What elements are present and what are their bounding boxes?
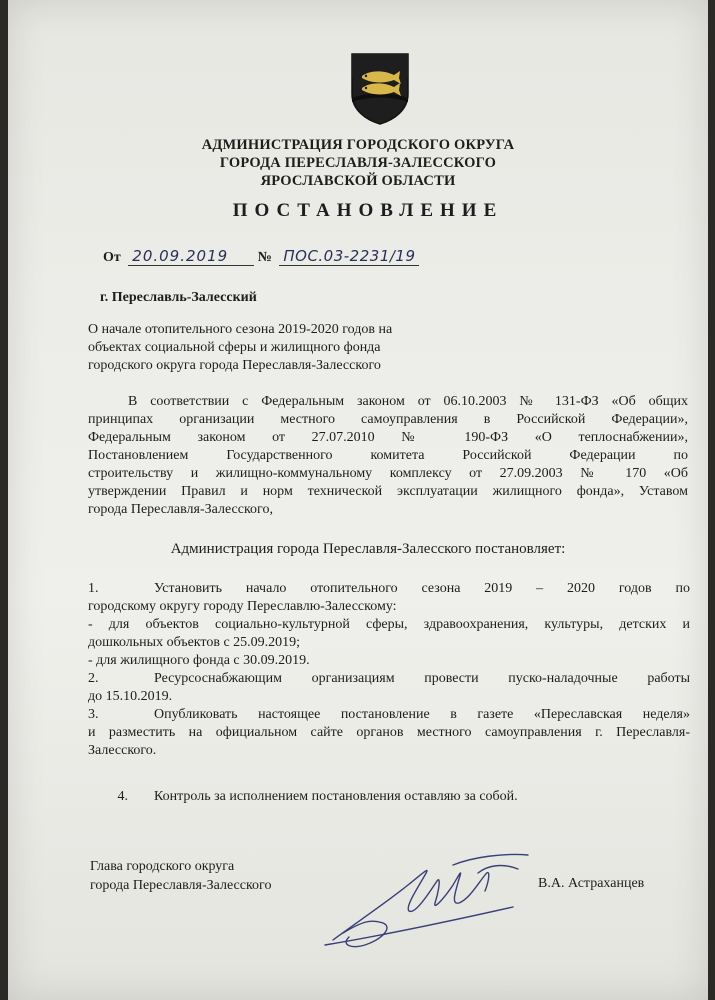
item-1-line: дошкольных объектов с 25.09.2019; [88,635,301,650]
item-4-line [88,789,518,805]
from-label: От [103,250,121,265]
preamble-line: Федеральным законом от 27.07.2010 № 190-ФЗ «О теплоснабжении», [88,430,688,445]
position-line: города Переславля-Залесского [90,878,272,893]
header-line: ЯРОСЛАВСКОЙ ОБЛАСТИ [260,173,456,189]
item-text: Ресурсоснабжающим организациям провести пуско-наладочные работы [154,671,690,686]
resolves-heading: Администрация города Переславля-Залесского постановляет: [170,541,566,557]
item-text: Контроль за исполнением постановления оставляю за собой. [154,789,518,804]
item-1-line [88,580,690,598]
preamble-line: строительству и жилищно-коммунальному комплексу от 27.09.2003 № 170 «Об [88,466,688,481]
item-3-line: и разместить на официальном сайте органов местного самоуправления г. Переславля- [88,725,690,740]
item-number: 3. [88,707,99,722]
item-number: 4. [117,789,128,804]
preamble-line: принципах организации местного самоуправления в Российской Федерации», [88,412,688,427]
document-page [8,0,708,1000]
item-3-line: Залесского. [88,743,157,758]
position-line: Глава городского округа [90,859,235,874]
item-text: Опубликовать настоящее постановление в газете «Переславская неделя» [154,707,690,722]
header-line: ГОРОДА ПЕРЕСЛАВЛЯ-ЗАЛЕССКОГО [219,155,497,171]
preamble-line: В соответствии с Федеральным законом от 06.10.2003 № 131-ФЗ «Об общих [128,394,688,409]
item-number: 1. [88,581,99,596]
handwritten-number: ПОС.03-2231/19 [279,248,419,266]
document-title: ПОСТАНОВЛЕНИЕ [232,200,504,221]
preamble-line: Постановлением Государственного комитета Российской Федерации по [88,448,688,463]
signatory-name: В.А. Астраханцев [538,876,645,891]
handwritten-signature-icon [313,845,543,955]
signatory-position [90,857,271,895]
subject-block [88,321,392,375]
item-1-line: городскому округу городу Переславлю-Залесскому: [88,599,397,614]
subject-line: объектах социальной сферы и жилищного фонда [88,340,381,355]
subject-line: О начале отопительного сезона 2019-2020 годов на [88,322,393,337]
item-1-line: - для объектов социально-культурной сферы, здравоохранения, культуры, детских и [88,617,690,632]
preamble-line: города Переславля-Залесского, [88,502,273,517]
preamble-paragraph [88,393,688,519]
issuer-header [8,136,708,190]
number-label: № [257,250,272,265]
item-1-line: - для жилищного фонда с 30.09.2019. [88,653,310,668]
header-line: АДМИНИСТРАЦИЯ ГОРОДСКОГО ОКРУГА [201,137,515,153]
handwritten-date: 20.09.2019 [128,248,254,266]
coat-of-arms-icon [348,50,412,126]
item-text: Установить начало отопительного сезона 2019 – 2020 годов по [154,581,690,596]
item-2-line [88,670,690,688]
resolution-items [88,580,690,760]
date-number-line [103,248,419,266]
item-number: 2. [88,671,99,686]
item-3-line [88,706,690,724]
item-2-line: до 15.10.2019. [88,689,173,704]
city-line: г. Переславль-Залесский [100,290,257,305]
preamble-line: утверждении Правил и норм технической эксплуатации жилищного фонда», Уставом [88,484,688,499]
subject-line: городского округа города Переславля-Залесского [88,358,381,373]
